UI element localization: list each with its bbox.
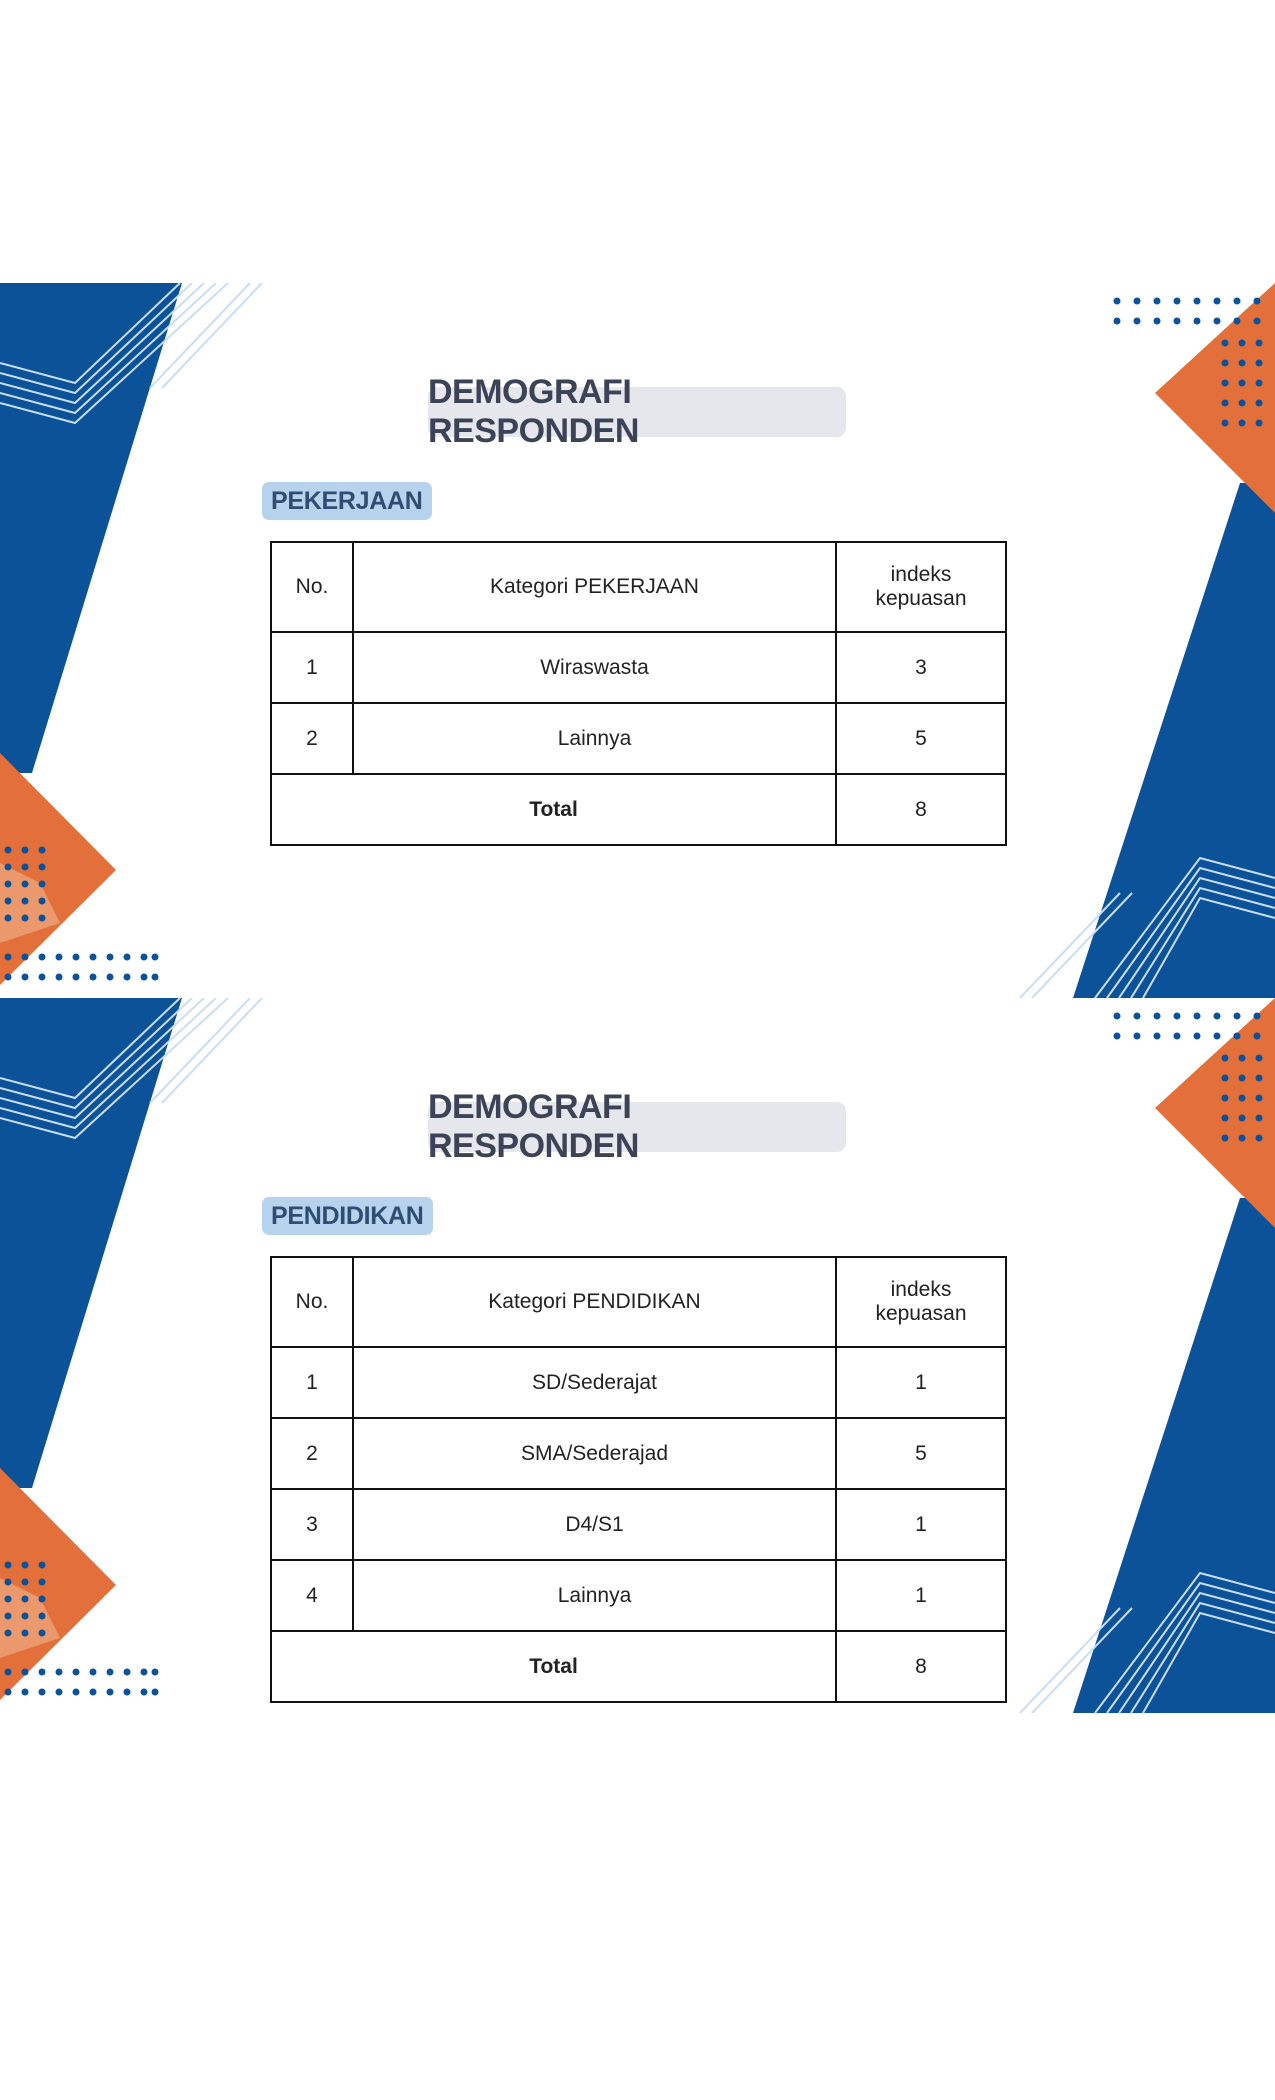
row-no: 2 (271, 1418, 353, 1489)
row-category: Lainnya (353, 703, 836, 774)
pendidikan-table (270, 1256, 1007, 1703)
right-blue-band (1073, 483, 1275, 998)
table-row (271, 703, 1006, 774)
table-header-row (271, 542, 1006, 632)
row-no: 4 (271, 1560, 353, 1631)
row-value: 1 (836, 1560, 1006, 1631)
row-value: 5 (836, 703, 1006, 774)
row-category: D4/S1 (353, 1489, 836, 1560)
total-label: Total (271, 1631, 836, 1702)
row-category: SD/Sederajat (353, 1347, 836, 1418)
page-title: DEMOGRAFI RESPONDEN (428, 1102, 846, 1152)
table-row (271, 632, 1006, 703)
header-no: No. (271, 1257, 353, 1347)
table-row (271, 1347, 1006, 1418)
table-total-row (271, 774, 1006, 845)
header-index: indeks kepuasan (836, 542, 1006, 632)
row-category: Wiraswasta (353, 632, 836, 703)
table-header-row (271, 1257, 1006, 1347)
section-label: PENDIDIKAN (262, 1197, 433, 1235)
total-value: 8 (836, 1631, 1006, 1702)
table-row (271, 1560, 1006, 1631)
header-category: Kategori PEKERJAAN (353, 542, 836, 632)
row-no: 1 (271, 1347, 353, 1418)
left-orange-diamond (0, 753, 116, 985)
table-row (271, 1489, 1006, 1560)
header-index: indeks kepuasan (836, 1257, 1006, 1347)
left-orange-diamond (0, 1468, 116, 1700)
pekerjaan-table (270, 541, 1007, 846)
row-no: 1 (271, 632, 353, 703)
left-blue-band (0, 283, 182, 773)
header-category: Kategori PENDIDIKAN (353, 1257, 836, 1347)
total-value: 8 (836, 774, 1006, 845)
left-blue-band (0, 998, 182, 1488)
row-value: 1 (836, 1347, 1006, 1418)
table-total-row (271, 1631, 1006, 1702)
right-blue-band (1073, 1198, 1275, 1713)
row-no: 3 (271, 1489, 353, 1560)
slide-pendidikan (0, 998, 1275, 1713)
row-value: 3 (836, 632, 1006, 703)
total-label: Total (271, 774, 836, 845)
row-category: Lainnya (353, 1560, 836, 1631)
row-no: 2 (271, 703, 353, 774)
row-category: SMA/Sederajad (353, 1418, 836, 1489)
slide-pekerjaan (0, 283, 1275, 998)
row-value: 5 (836, 1418, 1006, 1489)
row-value: 1 (836, 1489, 1006, 1560)
header-no: No. (271, 542, 353, 632)
section-label: PEKERJAAN (262, 482, 432, 520)
page-title: DEMOGRAFI RESPONDEN (428, 387, 846, 437)
table-row (271, 1418, 1006, 1489)
